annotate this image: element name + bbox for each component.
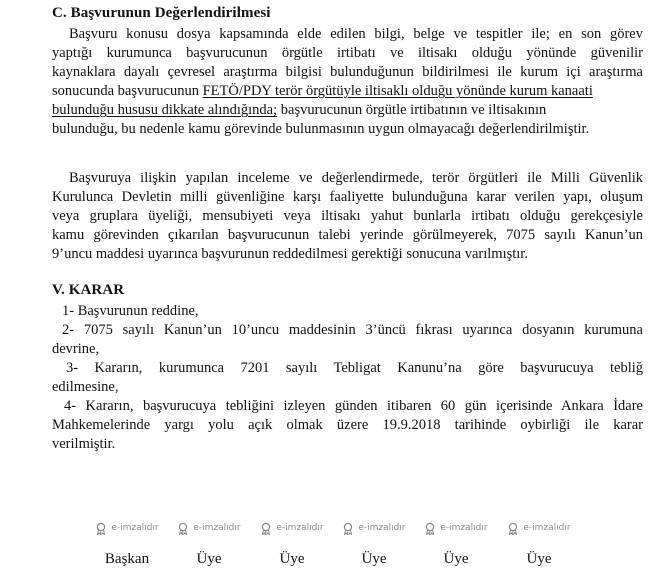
e-signature-stamp (411, 520, 501, 536)
para1-underlined-phrase: FETÖ/PDY terör örgütüyle iltisaklı olduğu yönünde kurum kanaati (202, 83, 593, 99)
stamp-text: e-imzalıdır (440, 522, 488, 533)
para1-line-5-end: başvurucunun örgütle irtibatının ve iltisakının (277, 102, 547, 118)
para1-line-4 (52, 82, 643, 101)
seal-icon (177, 522, 189, 535)
karar-item-1: 1- Başvurunun reddine, (62, 303, 199, 319)
signatory-role: Üye (279, 551, 305, 567)
signatory-role: Üye (196, 551, 222, 567)
signatory-role: Başkan (104, 551, 150, 567)
e-signature-stamp (164, 520, 254, 536)
para1-underlined-continuation: bulunduğu hususu dikkate alındığında; (52, 102, 278, 118)
seal-icon (507, 522, 519, 535)
para2-line-1: Başvuruya ilişkin yapılan inceleme ve değerlendirmede, terör örgütleri ile Milli Güvenlik (69, 170, 643, 186)
stamp-text: e-imzalıdır (523, 522, 571, 533)
section-v-heading: V. KARAR (52, 282, 125, 298)
signature-block (164, 520, 254, 569)
e-signature-stamp (247, 520, 337, 536)
para1-line-1: Başvuru konusu dosya kapsamında elde edilen bilgi, belge ve tespitler ile; en son görev (69, 26, 643, 42)
karar-item-4-end: verilmiştir. (52, 436, 116, 452)
e-signature-stamp (82, 520, 172, 536)
para1-line-4-start: sonucunda başvurucunun (52, 83, 203, 99)
seal-icon (342, 522, 354, 535)
section-c-heading: C. Başvurunun Değerlendirilmesi (52, 5, 271, 21)
para1-line-2: yaptığı kurumunca başvurucunun örgütle irtibatı ve iltisakı olduğu yönünde güvenilir (52, 45, 643, 61)
signatory-role: Üye (443, 551, 469, 567)
para2-line-3: veya gruplara üyeliği, mensubiyeti veya iltisakı yahut bunlarla irtibatı olduğu gerekçesiyle (52, 208, 643, 224)
e-signature-stamp (329, 520, 419, 536)
karar-item-2-cont: devrine, (52, 341, 100, 357)
stamp-text: e-imzalıdır (193, 522, 241, 533)
stamp-text: e-imzalıdır (111, 522, 159, 533)
para2-line-5: 9’uncu maddesi uyarınca başvurunun reddedilmesi gerektiği sonucuna varılmıştır. (52, 246, 528, 262)
para2-line-4: kamu görevinden çıkarılan başvurucunun talebi yerinde görülmeyerek, 7075 sayılı Kanun’un (52, 227, 643, 243)
karar-item-4-cont: Mahkemelerinde yargı yolu açık olmak üzere 19.9.2018 tarihinde oybirliği ile karar (52, 417, 643, 433)
para1-line-5 (52, 101, 643, 120)
signatory-role: Üye (361, 551, 387, 567)
signature-block (494, 520, 584, 569)
signature-row (0, 520, 660, 577)
e-signature-stamp (494, 520, 584, 536)
seal-icon (95, 522, 107, 535)
signature-block (411, 520, 501, 569)
stamp-text: e-imzalıdır (358, 522, 406, 533)
karar-item-3-cont: edilmesine, (52, 379, 119, 395)
karar-item-4: 4- Kararın, başvurucuya tebliğini izleyen günden itibaren 60 gün içerisinde Ankara İdare (64, 398, 643, 414)
karar-item-2: 2- 7075 sayılı Kanun’un 10’uncu maddesinin 3’üncü fıkrası uyarınca dosyanın kurumuna (62, 322, 643, 338)
para1-line-3: kaynaklara dayalı çevresel araştırma bilgisi bulunduğunun bildirilmesi ile kurum içi araştırma (52, 64, 643, 80)
signature-block (329, 520, 419, 569)
stamp-text: e-imzalıdır (276, 522, 324, 533)
karar-item-3: 3- Kararın, kurumunca 7201 sayılı Tebligat Kanunu’na göre başvurucuya tebliğ (66, 360, 643, 376)
para1-line-6: bulunduğu, bu nedenle kamu görevinde bulunmasının uygun olmayacağı değerlendirilmiştir. (52, 121, 590, 137)
para2-line-2: Kurulunca Devletin milli güvenliğine karşı faaliyette bulunduğuna karar verilen yapı, oluşum (52, 189, 643, 205)
signature-block (82, 520, 172, 569)
seal-icon (424, 522, 436, 535)
seal-icon (260, 522, 272, 535)
signatory-role: Üye (526, 551, 552, 567)
signature-block (247, 520, 337, 569)
